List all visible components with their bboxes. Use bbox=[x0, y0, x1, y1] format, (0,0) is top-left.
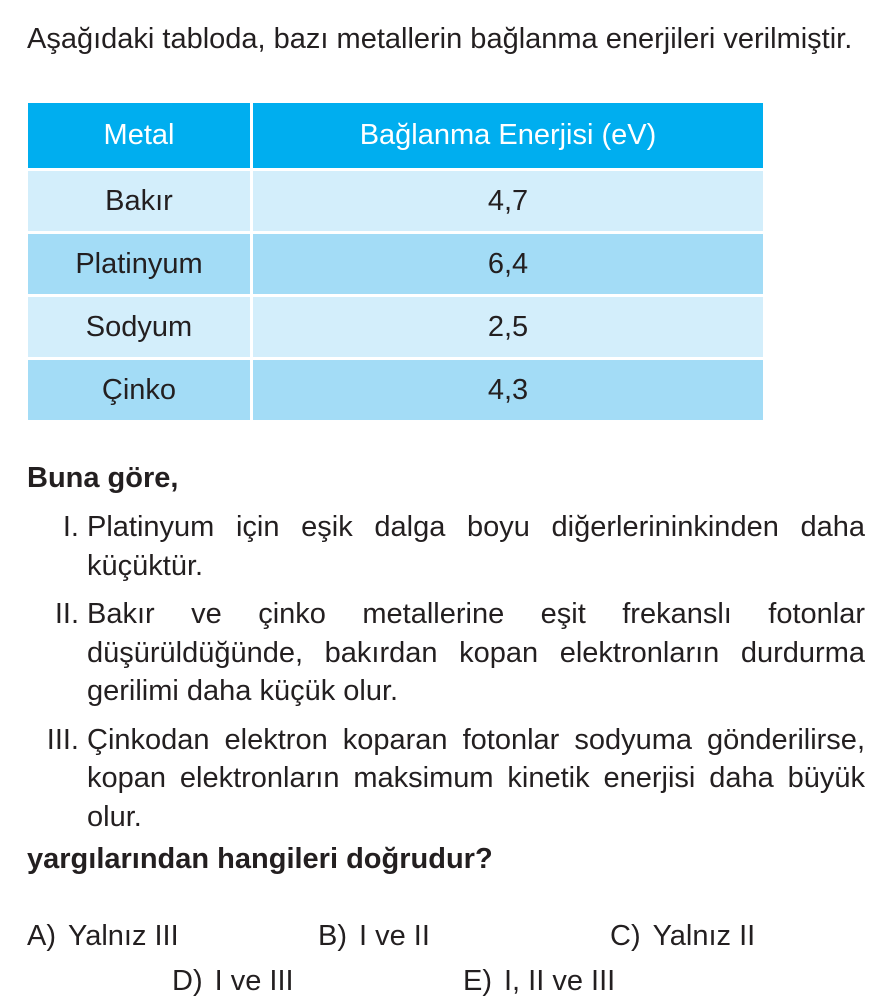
table-row bbox=[27, 170, 765, 233]
choice-d[interactable] bbox=[172, 965, 294, 998]
statement-number: I. bbox=[62, 511, 79, 543]
choice-text: Yalnız III bbox=[68, 920, 179, 952]
choice-letter: E) bbox=[463, 965, 492, 997]
energy-cell: 4,7 bbox=[252, 170, 765, 233]
choice-letter: B) bbox=[318, 920, 347, 952]
statement-list bbox=[27, 508, 865, 846]
binding-energy-table bbox=[25, 100, 766, 423]
statement-item bbox=[27, 595, 865, 711]
header-metal: Metal bbox=[27, 102, 252, 170]
statement-number: II. bbox=[54, 598, 79, 630]
statement-text: Çinkodan elektron koparan fotonlar sodyuma gönderilirse, kopan elektronların maksimum kinetik enerjisi daha büyük olur. bbox=[87, 723, 865, 833]
statement-number: III. bbox=[46, 723, 79, 756]
choice-letter: C) bbox=[610, 920, 641, 952]
header-binding-energy: Bağlanma Enerjisi (eV) bbox=[252, 102, 765, 170]
energy-cell: 2,5 bbox=[252, 296, 765, 359]
choice-text: I ve II bbox=[359, 920, 430, 952]
statement-item bbox=[27, 721, 865, 837]
choice-b[interactable] bbox=[318, 920, 430, 953]
energy-cell: 4,3 bbox=[252, 359, 765, 422]
lead-text: Buna göre, bbox=[27, 462, 179, 494]
metal-cell: Çinko bbox=[27, 359, 252, 422]
intro-text: Aşağıdaki tabloda, bazı metallerin bağlanma enerjileri verilmiştir. bbox=[27, 23, 853, 55]
table-row bbox=[27, 359, 765, 422]
metal-cell: Platinyum bbox=[27, 233, 252, 296]
statement-text: Platinyum için eşik dalga boyu diğerlerininkinden daha küçüktür. bbox=[87, 511, 865, 582]
choice-letter: D) bbox=[172, 965, 203, 997]
statement-text: Bakır ve çinko metallerine eşit frekanslı fotonlar düşürüldüğünde, bakırdan kopan elektronların durdurma gerilimi daha küçük olur. bbox=[87, 598, 865, 707]
choice-a[interactable] bbox=[27, 920, 179, 953]
choice-text: Yalnız II bbox=[652, 920, 756, 952]
table-header-row bbox=[27, 102, 765, 170]
metal-cell: Sodyum bbox=[27, 296, 252, 359]
choice-text: I ve III bbox=[214, 965, 294, 997]
energy-cell: 6,4 bbox=[252, 233, 765, 296]
choice-text: I, II ve III bbox=[504, 965, 616, 997]
table-row bbox=[27, 296, 765, 359]
choice-c[interactable] bbox=[610, 920, 755, 953]
question-text: yargılarından hangileri doğrudur? bbox=[27, 843, 493, 875]
statement-item bbox=[27, 508, 865, 585]
table-row bbox=[27, 233, 765, 296]
choice-e[interactable] bbox=[463, 965, 615, 998]
metal-cell: Bakır bbox=[27, 170, 252, 233]
choice-letter: A) bbox=[27, 920, 56, 952]
